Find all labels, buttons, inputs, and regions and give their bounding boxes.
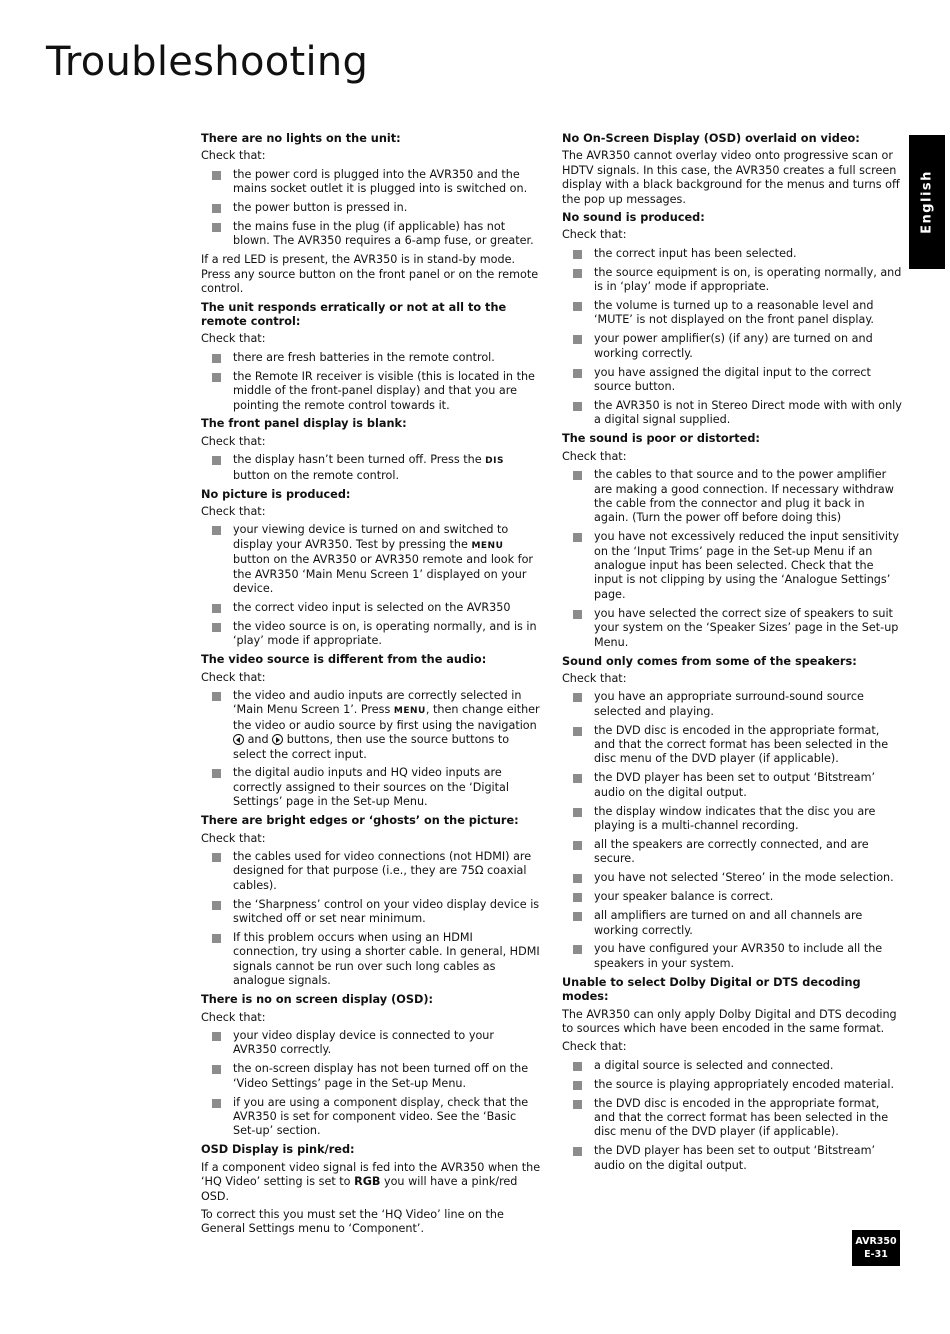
square-bullet-icon	[212, 692, 221, 701]
list-item-text: button on the remote control.	[233, 468, 400, 482]
list-item	[562, 366, 902, 395]
checklist	[201, 523, 541, 648]
list-item-text: the power cord is plugged into the AVR350 and the mains socket outlet it is plugged into is switched on.	[233, 167, 528, 196]
nav-right-icon	[272, 734, 283, 745]
square-bullet-icon	[573, 610, 582, 619]
section-erratic-remote	[201, 301, 541, 413]
square-bullet-icon	[212, 623, 221, 632]
square-bullet-icon	[573, 874, 582, 883]
checklist	[201, 1029, 541, 1139]
list-item-text: the video and audio inputs are correctly selected in ‘Main Menu Screen 1’. Press	[233, 688, 522, 717]
list-item-text: the display window indicates that the disc you are playing is a multi-channel recording.	[594, 804, 876, 833]
list-item-text: your viewing device is turned on and switched to display your AVR350. Test by pressing the	[233, 523, 509, 551]
list-item	[562, 1144, 902, 1173]
square-bullet-icon	[573, 335, 582, 344]
menu-key-label: MENU	[393, 706, 426, 717]
section-heading: OSD Display is pink/red:	[201, 1143, 355, 1157]
list-item-text: the DVD player has been set to output ‘Bitstream’ audio on the digital output.	[594, 1144, 876, 1172]
paragraph: The AVR350 cannot overlay video onto progressive scan or HDTV signals. In this case, the AVR350 creates a full screen display with a black background for the menus and turns off the pop up messages.	[562, 149, 900, 206]
square-bullet-icon	[573, 533, 582, 542]
list-item-text: buttons, then use the source buttons to select the correct input.	[233, 733, 510, 761]
square-bullet-icon	[573, 945, 582, 954]
list-item	[562, 890, 902, 904]
list-item-text: the DVD disc is encoded in the appropriate format, and that the correct format has been selected in the disc menu of the DVD player (if applicable).	[594, 723, 889, 766]
list-item	[562, 838, 902, 867]
square-bullet-icon	[212, 934, 221, 943]
section-heading: Unable to select Dolby Digital or DTS decoding modes:	[562, 975, 861, 1004]
language-tab	[909, 135, 945, 269]
list-item	[201, 620, 541, 649]
list-item	[201, 931, 541, 989]
section-no-osd	[201, 993, 541, 1139]
square-bullet-icon	[212, 604, 221, 613]
nav-left-icon	[233, 734, 244, 745]
list-item	[562, 805, 902, 834]
footer-page-number: E-31	[864, 1249, 888, 1260]
list-item	[562, 530, 902, 602]
check-that-label: Check that:	[201, 332, 266, 346]
list-item-text: you have assigned the digital input to the correct source button.	[594, 365, 871, 394]
check-that-label: Check that:	[562, 228, 627, 242]
list-item	[201, 168, 541, 197]
square-bullet-icon	[212, 853, 221, 862]
section-heading: The front panel display is blank:	[201, 417, 407, 431]
page-footer	[852, 1230, 900, 1266]
section-heading: There are no lights on the unit:	[201, 132, 401, 145]
list-item-text: your video display device is connected to your AVR350 correctly.	[233, 1028, 494, 1057]
list-item	[201, 766, 541, 809]
checklist	[562, 1059, 902, 1173]
left-column	[201, 130, 541, 1241]
section-heading: No On-Screen Display (OSD) overlaid on video:	[562, 132, 860, 145]
paragraph-text: you will have a pink/red OSD.	[201, 1175, 518, 1203]
list-item	[562, 1097, 902, 1140]
section-some-speakers	[562, 655, 902, 972]
list-item-text: all the speakers are correctly connected, and are secure.	[594, 837, 869, 866]
square-bullet-icon	[212, 354, 221, 363]
square-bullet-icon	[573, 1100, 582, 1109]
list-item	[562, 266, 902, 295]
list-item-text: the source is playing appropriately encoded material.	[594, 1077, 894, 1091]
square-bullet-icon	[212, 204, 221, 213]
checklist	[201, 850, 541, 989]
paragraph: To correct this you must set the ‘HQ Video’ line on the General Settings menu to ‘Component’.	[201, 1207, 504, 1236]
list-item-text: all amplifiers are turned on and all channels are working correctly.	[594, 909, 863, 937]
list-item-text: the DVD disc is encoded in the appropriate format, and that the correct format has been selected in the disc menu of the DVD player (if applicable).	[594, 1096, 889, 1139]
list-item-text: your power amplifier(s) (if any) are turned on and working correctly.	[594, 332, 873, 360]
list-item	[201, 1029, 541, 1058]
list-item-text: you have an appropriate surround-sound source selected and playing.	[594, 690, 864, 718]
square-bullet-icon	[212, 373, 221, 382]
square-bullet-icon	[212, 901, 221, 910]
list-item-text: the correct input has been selected.	[594, 246, 797, 260]
list-item	[562, 247, 902, 261]
list-item-text: the Remote IR receiver is visible (this is located in the middle of the front-panel display) and that you are pointing the remote control towards it.	[233, 369, 535, 412]
section-heading: The video source is different from the audio:	[201, 653, 487, 667]
paragraph	[201, 1161, 541, 1204]
checklist	[201, 168, 541, 249]
list-item	[562, 724, 902, 767]
section-dolby-dts	[562, 976, 902, 1173]
list-item-text: you have selected the correct size of speakers to suit your system on the ‘Speaker Sizes’ page in the Set-up Menu.	[594, 606, 899, 649]
check-that-label: Check that:	[201, 1010, 266, 1024]
list-item	[201, 850, 541, 893]
square-bullet-icon	[212, 769, 221, 778]
list-item	[562, 299, 902, 328]
section-display-blank	[201, 417, 541, 483]
page-title: Troubleshooting	[46, 39, 369, 85]
list-item	[201, 201, 541, 215]
section-no-osd-overlay	[562, 132, 902, 207]
square-bullet-icon	[573, 727, 582, 736]
square-bullet-icon	[573, 471, 582, 480]
paragraph: If a red LED is present, the AVR350 is in stand-by mode. Press any source button on the front panel or on the remote control.	[201, 253, 539, 296]
list-item	[201, 220, 541, 249]
list-item	[201, 689, 541, 762]
check-that-label: Check that:	[201, 434, 266, 448]
list-item	[562, 909, 902, 938]
list-item	[562, 1078, 902, 1092]
checklist	[201, 351, 541, 413]
list-item	[562, 607, 902, 650]
list-item	[562, 1059, 902, 1073]
square-bullet-icon	[573, 808, 582, 817]
list-item-text: the digital audio inputs and HQ video inputs are correctly assigned to their sources on the ‘Digital Settings’ page in the Set-up Menu.	[233, 766, 510, 809]
checklist	[201, 689, 541, 810]
list-item	[562, 399, 902, 428]
list-item-text: the cables used for video connections (not HDMI) are designed for that purpose (i.e., they are 75Ω coaxial cables).	[233, 849, 532, 892]
list-item	[201, 1096, 541, 1139]
check-that-label: Check that:	[562, 671, 627, 685]
list-item-text: you have configured your AVR350 to include all the speakers in your system.	[594, 942, 883, 970]
list-item-text: If this problem occurs when using an HDMI connection, try using a shorter cable. In general, HDMI signals cannot be run over such long cables as analogue signals.	[233, 931, 540, 988]
square-bullet-icon	[573, 841, 582, 850]
list-item-text: your speaker balance is correct.	[594, 890, 774, 904]
section-heading: The unit responds erratically or not at all to the remote control:	[201, 300, 507, 328]
square-bullet-icon	[573, 302, 582, 311]
square-bullet-icon	[573, 1147, 582, 1156]
list-item	[201, 898, 541, 927]
list-item-text: the display hasn’t been turned off. Press the	[233, 453, 486, 467]
square-bullet-icon	[573, 402, 582, 411]
checklist	[562, 468, 902, 650]
list-item	[201, 1062, 541, 1091]
square-bullet-icon	[573, 893, 582, 902]
square-bullet-icon	[212, 171, 221, 180]
square-bullet-icon	[212, 526, 221, 535]
check-that-label: Check that:	[201, 149, 266, 163]
list-item-text: , then change either the video or audio source by first using the navigation	[233, 703, 540, 732]
list-item	[201, 370, 541, 413]
section-heading: There are bright edges or ‘ghosts’ on the picture:	[201, 814, 519, 828]
section-poor-sound	[562, 432, 902, 650]
list-item	[562, 468, 902, 526]
paragraph: The AVR350 can only apply Dolby Digital and DTS decoding to sources which have been encoded in the same format.	[562, 1007, 897, 1035]
square-bullet-icon	[573, 693, 582, 702]
check-that-label: Check that:	[562, 449, 627, 463]
list-item-text: there are fresh batteries in the remote control.	[233, 350, 495, 364]
section-osd-pink	[201, 1143, 541, 1236]
section-heading: Sound only comes from some of the speakers:	[562, 654, 857, 668]
list-item-text: the volume is turned up to a reasonable level and ‘MUTE’ is not displayed on the front panel display.	[594, 299, 874, 327]
list-item-text: the cables to that source and to the power amplifier are making a good connection. If necessary withdraw the cable from the connector and plug it back in again. (Turn the power off before doing this)	[594, 468, 894, 525]
right-column	[562, 130, 902, 1178]
checklist	[201, 453, 541, 483]
rgb-label: RGB	[354, 1175, 381, 1189]
check-that-label: Check that:	[201, 670, 266, 684]
checklist	[562, 247, 902, 428]
square-bullet-icon	[573, 369, 582, 378]
check-that-label: Check that:	[562, 1040, 627, 1054]
section-ghosts	[201, 814, 541, 988]
square-bullet-icon	[573, 912, 582, 921]
list-item-text: a digital source is selected and connected.	[594, 1058, 834, 1072]
square-bullet-icon	[573, 269, 582, 278]
section-no-lights	[201, 132, 541, 297]
square-bullet-icon	[212, 1065, 221, 1074]
square-bullet-icon	[212, 456, 221, 465]
list-item	[562, 332, 902, 361]
list-item-text: button on the AVR350 or AVR350 remote and look for the AVR350 ‘Main Menu Screen 1’ displayed on your device.	[233, 553, 534, 595]
list-item-text: you have not excessively reduced the input sensitivity on the ‘Input Trims’ page in the Set-up Menu if an analogue input has been selected. Check that the input is not clipping by using the ‘Analogue Settings’ page.	[594, 530, 900, 601]
square-bullet-icon	[573, 250, 582, 259]
dis-key-label: DIS	[485, 456, 504, 467]
section-heading: There is no on screen display (OSD):	[201, 993, 434, 1007]
check-that-label: Check that:	[201, 504, 266, 518]
list-item-text: the source equipment is on, is operating normally, and is in ‘play’ mode if appropriate.	[594, 265, 902, 294]
section-heading: No picture is produced:	[201, 487, 351, 501]
paragraph-text: If a component video signal is fed into the AVR350 when the ‘HQ Video’ setting is set to	[201, 1160, 541, 1189]
list-item-text: the correct video input is selected on the AVR350	[233, 600, 511, 614]
menu-key-label: MENU	[471, 540, 504, 551]
section-no-picture	[201, 488, 541, 649]
list-item	[562, 771, 902, 800]
section-heading: The sound is poor or distorted:	[562, 432, 760, 446]
list-item-text: you have not selected ‘Stereo’ in the mode selection.	[594, 871, 894, 885]
list-item-text: the DVD player has been set to output ‘Bitstream’ audio on the digital output.	[594, 771, 876, 799]
list-item	[562, 942, 902, 971]
square-bullet-icon	[212, 223, 221, 232]
list-item-text: the video source is on, is operating normally, and is in ‘play’ mode if appropriate.	[233, 619, 537, 648]
list-item-text: the mains fuse in the plug (if applicable) has not blown. The AVR350 requires a 6-amp fuse, or greater.	[233, 220, 534, 248]
list-item-text: the power button is pressed in.	[233, 201, 408, 215]
list-item	[201, 523, 541, 596]
list-item-text: if you are using a component display, check that the AVR350 is set for component video. See the ‘Basic Set-up’ section.	[233, 1095, 529, 1138]
square-bullet-icon	[573, 774, 582, 783]
footer-model: AVR350	[855, 1236, 897, 1247]
checklist	[562, 690, 902, 971]
square-bullet-icon	[212, 1032, 221, 1041]
square-bullet-icon	[212, 1099, 221, 1108]
square-bullet-icon	[573, 1062, 582, 1071]
language-tab-label: English	[919, 170, 935, 234]
list-item	[201, 351, 541, 365]
list-item-text: the AVR350 is not in Stereo Direct mode with with only a digital signal supplied.	[594, 399, 902, 427]
square-bullet-icon	[573, 1081, 582, 1090]
list-item	[562, 690, 902, 719]
list-item-text: and	[247, 733, 269, 747]
list-item	[201, 453, 541, 483]
list-item-text: the on-screen display has not been turned off on the ‘Video Settings’ page in the Set-up Menu.	[233, 1062, 529, 1090]
section-no-sound	[562, 211, 902, 428]
list-item-text: the ‘Sharpness’ control on your video display device is switched off or set near minimum.	[233, 897, 540, 926]
section-heading: No sound is produced:	[562, 211, 705, 225]
list-item	[201, 601, 541, 615]
section-video-audio	[201, 653, 541, 810]
list-item	[562, 871, 902, 885]
check-that-label: Check that:	[201, 831, 266, 845]
